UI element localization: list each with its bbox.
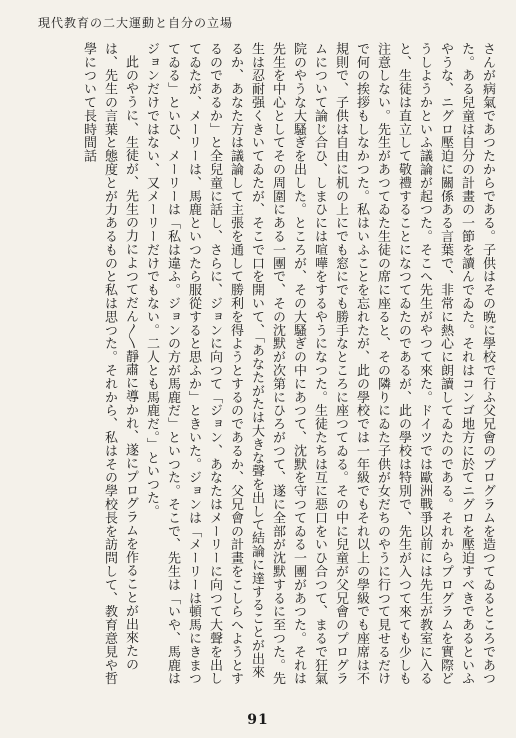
running-head: 現代教育の二大運動と自分の立場 bbox=[38, 16, 234, 30]
paragraph: さんが病氣であつたからである。子供はその晩に學校で行ふ父兄會のプログラムを造つてゐるところであつた。ある兒童は自分の計畫の一節を讀んでゐた。それはコンゴ地方に於てニグロを壓迫すべきであるといふやうな、ニグロ壓迫に關係ある言葉で、非常に熱心に朗讀してゐたのである。それからプログラムを實際どうしようかといふ議論が起つた。そこへ先生がやつて來た。ドイツでは歐洲戰爭以前には先生が教室に入ると、生徒は直立して敬禮することになつてゐたのであるが、此の學校は特別で、先生が入つて來ても少しも注意しない。先生があつてゐた生徒の席に座ると、その隣りにゐた子供が女だちのやうに行つて見せるだけで何の挨拶もしなかつた。私はいふことを忘れたが、此の學校では一年級でもそれ以上の學級でも座席は不規則で、子供は自由に机の上にでも窓にでも勝手なところに座つてゐる。その中に兒童が父兄會のプログラムについて論じ合ひ、しまひには喧嘩をするやうになつた。生徒たちは互に惡口をいひ合つて、まるで狂氣院のやうな大騷ぎを出した。ところが、その大騷ぎの中にあつて、沈默を守つてゐる一團があつた。それは先生を中心としてその周圍にある一團で、その沈默が次第にひろがつて、遂に全部が沈默するに至つた。先生は忍耐强くきいてゐたが、そこで口を開いて、「あなたがたは大きな聲を出して結論に達することが出來るか、あなた方は議論して主張を通して勝利を得ようとするのであるか、父兄會の計畫をこしらへようとするのであるか」と全兒童に話し、さらに、ジョンに向つて「ジョン、あなたはメーリーに向つて大聲を出してゐたが、メーリーは、馬鹿といつたら服從すると思ふか」ときいた。ジョンは「メーリーは頓馬にきまつてゐる」といひ、メーリーは「私は違ふ。ジョンの方が馬鹿だ」といつた。そこで、先生は「いや、馬鹿はジョンだけではない、又メーリーだけでもない。二人とも馬鹿だ。」といつた。 bbox=[144, 42, 495, 686]
body-text bbox=[20, 42, 498, 692]
page-number: 91 bbox=[247, 712, 269, 728]
paragraph: 此のやうに、生徒が、先生の力によつてだん〳〵靜肅に導かれ、遂にプログラムを作ることが出來たのは、先生の言葉と態度とが力あるものと私は思つた。それから、私はその學校長を訪問して、教育意見や哲學について長時間話 bbox=[81, 42, 138, 686]
